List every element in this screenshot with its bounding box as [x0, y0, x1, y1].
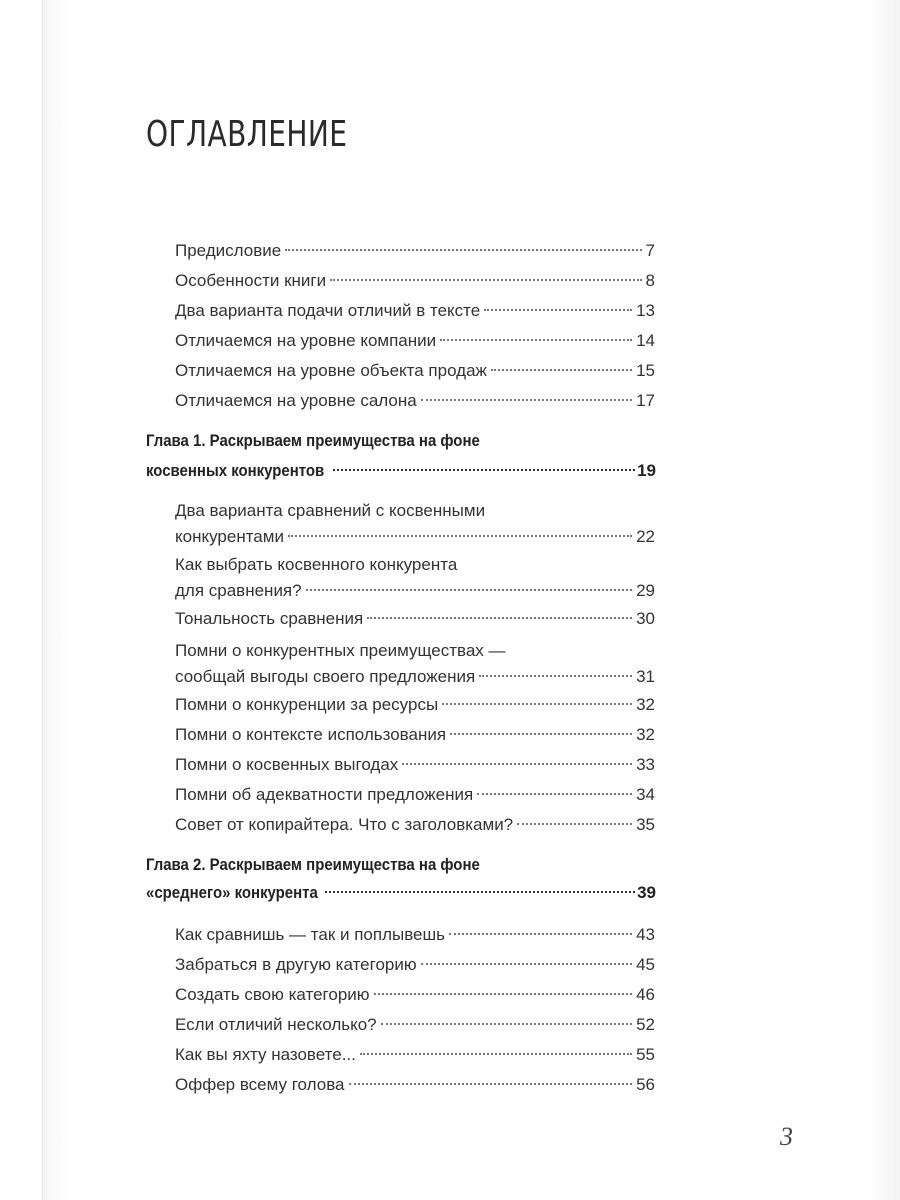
leader-dots	[421, 399, 632, 401]
toc-entry-title: Отличаемся на уровне салона	[175, 391, 417, 410]
toc-entry-page: 7	[645, 241, 655, 260]
toc-entry-title: для сравнения?	[175, 581, 302, 600]
toc-entry-page: 14	[636, 331, 655, 350]
toc-entry-line: Как выбрать косвенного конкурента	[175, 555, 458, 574]
leader-dots	[285, 249, 641, 251]
leader-dots	[477, 793, 632, 795]
toc-entry-page: 30	[636, 609, 655, 628]
chapter-1-title: Глава 1. Раскрываем преимущества на фоне	[146, 431, 480, 450]
toc-entry	[175, 982, 655, 1008]
leader-dots	[440, 339, 632, 341]
toc-entry-page: 52	[636, 1015, 655, 1034]
chapter-2-entry	[146, 880, 656, 906]
toc-entry-title: Если отличий несколько?	[175, 1015, 377, 1034]
toc-entry-page: 43	[636, 925, 655, 944]
leader-dots	[306, 589, 632, 591]
toc-entry-line: Помни о конкурентных преимуществах —	[175, 641, 506, 660]
toc-entry-page: 55	[636, 1045, 655, 1064]
chapter-2-title-line2: «среднего» конкурента	[146, 883, 318, 902]
toc-entry	[175, 606, 655, 632]
chapter-2-page: 39	[637, 883, 656, 902]
toc-entry	[175, 752, 655, 778]
toc-entry	[175, 238, 655, 264]
toc-entry	[175, 1042, 655, 1068]
toc-entry-title: Помни о конкуренции за ресурсы	[175, 695, 439, 714]
toc-entry-page: 32	[636, 725, 655, 744]
toc-entry	[175, 328, 655, 354]
leader-dots	[330, 279, 641, 281]
toc-entry-page: 34	[636, 785, 655, 804]
toc-entry-title: Отличаемся на уровне объекта продаж	[175, 361, 487, 380]
toc-entry-title: сообщай выгоды своего предложения	[175, 667, 476, 686]
chapter-1-entry	[146, 458, 656, 484]
toc-entry-title: Помни о контексте использования	[175, 725, 447, 744]
leader-dots	[484, 309, 632, 311]
toc-entry	[175, 782, 655, 808]
leader-dots	[349, 1083, 633, 1085]
toc-entry-title: Как сравнишь — так и поплывешь	[175, 925, 446, 944]
toc-entry-page: 13	[636, 301, 655, 320]
toc-entry	[175, 1072, 655, 1098]
toc-entry-title: Совет от копирайтера. Что с заголовками?	[175, 815, 514, 834]
page-number: 3	[780, 1122, 793, 1151]
toc-entry	[175, 692, 655, 718]
toc-entry-page: 56	[636, 1075, 655, 1094]
toc-entry-page: 35	[636, 815, 655, 834]
toc-entry-title: Забраться в другую категорию	[175, 955, 417, 974]
toc-entry-line: Два варианта сравнений с косвенными	[175, 501, 486, 520]
toc-entry-page: 22	[636, 527, 655, 546]
toc-entry-title: Оффер всему голова	[175, 1075, 345, 1094]
toc-entry-title: Два варианта подачи отличий в тексте	[175, 301, 481, 320]
toc-entry-page: 33	[636, 755, 655, 774]
leader-dots	[450, 733, 632, 735]
toc-entry-title: конкурентами	[175, 527, 284, 546]
toc-entry	[175, 664, 655, 690]
toc-entry	[175, 268, 655, 294]
leader-dots	[325, 891, 635, 893]
toc-entry-page: 46	[636, 985, 655, 1004]
leader-dots	[479, 675, 632, 677]
toc-entry-page: 45	[636, 955, 655, 974]
page-title: ОГЛАВЛЕНИЕ	[146, 114, 348, 155]
toc-entry-page: 32	[636, 695, 655, 714]
toc-entry-title: Особенности книги	[175, 271, 327, 290]
leader-dots	[421, 963, 632, 965]
toc-entry-title: Предисловие	[175, 241, 282, 260]
chapter-1-title-line2: косвенных конкурентов	[146, 461, 325, 480]
leader-dots	[288, 535, 632, 537]
leader-dots	[367, 617, 632, 619]
toc-entry	[175, 812, 655, 838]
chapter-1-page: 19	[637, 461, 656, 480]
toc-entry-title: Отличаемся на уровне компании	[175, 331, 437, 350]
toc-entry-page: 15	[636, 361, 655, 380]
toc-entry	[175, 922, 655, 948]
leader-dots	[402, 763, 632, 765]
leader-dots	[449, 933, 632, 935]
toc-entry	[175, 358, 655, 384]
leader-dots	[360, 1053, 632, 1055]
toc-entry	[175, 722, 655, 748]
leader-dots	[491, 369, 632, 371]
toc-entry-page: 17	[636, 391, 655, 410]
toc-entry	[175, 388, 655, 414]
leader-dots	[333, 469, 636, 471]
toc-entry-page: 8	[645, 271, 655, 290]
chapter-2-title: Глава 2. Раскрываем преимущества на фоне	[146, 855, 480, 874]
toc-entry-title: Помни об адекватности предложения	[175, 785, 474, 804]
toc-entry-page: 31	[636, 667, 655, 686]
toc-entry-title: Создать свою категорию	[175, 985, 370, 1004]
leader-dots	[381, 1023, 632, 1025]
toc-entry-page: 29	[636, 581, 655, 600]
leader-dots	[442, 703, 632, 705]
leader-dots	[517, 823, 632, 825]
toc-entry-title: Тональность сравнения	[175, 609, 364, 628]
toc-entry	[175, 952, 655, 978]
leader-dots	[374, 993, 633, 995]
toc-entry	[175, 1012, 655, 1038]
toc-entry-title: Как вы яхту назовете...	[175, 1045, 356, 1064]
toc-entry-title: Помни о косвенных выгодах	[175, 755, 399, 774]
toc-entry	[175, 524, 655, 550]
toc-entry	[175, 578, 655, 604]
toc-entry	[175, 298, 655, 324]
